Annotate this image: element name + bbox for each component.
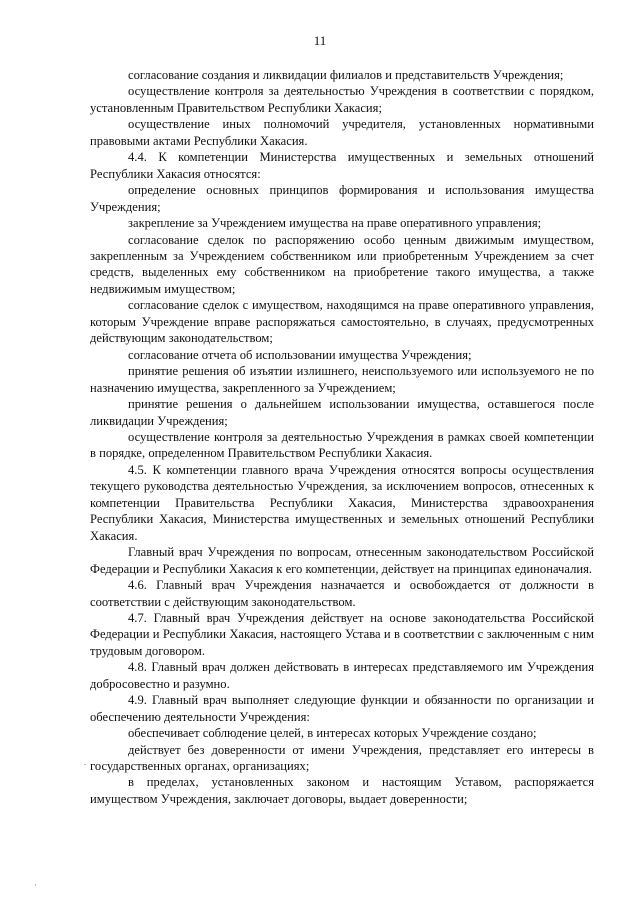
paragraph: согласование сделок по распоряжению особо ценным движимым имуществом, закрепленным за Учреждением собственником или приобретенным Учреждением за счет средств, выделенных ему собственником на приобретение такого имущества, а также недвижимым имуществом;	[90, 232, 594, 296]
paragraph: принятие решения о дальнейшем использовании имущества, оставшегося после ликвидации Учреждения;	[90, 397, 594, 428]
section-4-7-paragraph: 4.7. Главный врач Учреждения действует на основе законодательства Российской Федерации и Республики Хакасия, настоящего Устава и в соответствии с заключенным с ним трудовым договором.	[90, 610, 594, 658]
paragraph: осуществление контроля за деятельностью Учреждения в соответствии с порядком, установленным Правительством Республики Хакасия;	[90, 84, 594, 115]
paragraph: обеспечивает соблюдение целей, в интересах которых Учреждение создано;	[128, 726, 537, 741]
section-4-9-paragraph: 4.9. Главный врач выполняет следующие функции и обязанности по организации и обеспечению деятельности Учреждения:	[90, 693, 594, 724]
section-4-5-paragraph: 4.5. К компетенции главного врача Учреждения относятся вопросы осуществления текущего руководства деятельностью Учреждения, за исключением вопросов, отнесенных к компетенции Правительства Республики Хакасия, Министерства здравоохранения Республики Хакасия, Министерства имущественных и земельных отношений Республики Хакасия.	[90, 462, 594, 543]
section-4-8-paragraph: 4.8. Главный врач должен действовать в интересах представляемого им Учреждения добросовестно и разумно.	[90, 660, 594, 691]
section-4-4-paragraph: 4.4. К компетенции Министерства имущественных и земельных отношений Республики Хакасия относятся:	[90, 150, 594, 181]
paragraph: действует без доверенности от имени Учреждения, представляет его интересы в государственных органах, организациях;	[90, 742, 594, 774]
document-body	[90, 67, 594, 807]
paragraph: определение основных принципов формирования и использования имущества Учреждения;	[90, 183, 594, 214]
paragraph: принятие решения об изъятии излишнего, неиспользуемого или используемого не по назначению имущества, закрепленного за Учреждением;	[90, 364, 594, 395]
paragraph: согласование отчета об использовании имущества Учреждения;	[128, 347, 472, 362]
scan-speck: ·	[34, 880, 37, 890]
scan-speck: .	[84, 757, 87, 767]
paragraph: согласование создания и ликвидации филиалов и представительств Учреждения;	[128, 68, 564, 82]
paragraph: согласование сделок с имуществом, находящимся на праве оперативного управления, которым Учреждение вправе распоряжаться самостоятельно, в случаях, предусмотренных действующим законодательством;	[90, 298, 594, 346]
page-number: 11	[313, 33, 327, 48]
paragraph: закрепление за Учреждением имущества на праве оперативного управления;	[128, 216, 542, 231]
paragraph: осуществление контроля за деятельностью Учреждения в рамках своей компетенции в порядке, определенном Правительством Республики Хакасия.	[90, 429, 594, 461]
paragraph: Главный врач Учреждения по вопросам, отнесенным законодательством Российской Федерации и Республики Хакасия к его компетенции, действует на принципах единоначалия.	[90, 545, 594, 576]
paragraph: в пределах, установленных законом и настоящим Уставом, распоряжается имуществом Учреждения, заключает договоры, выдает доверенности;	[90, 775, 594, 806]
paragraph: осуществление иных полномочий учредителя, установленных нормативными правовыми актами Республики Хакасия.	[90, 117, 594, 148]
section-4-6-paragraph: 4.6. Главный врач Учреждения назначается и освобождается от должности в соответствии с действующим законодательством.	[90, 578, 594, 609]
